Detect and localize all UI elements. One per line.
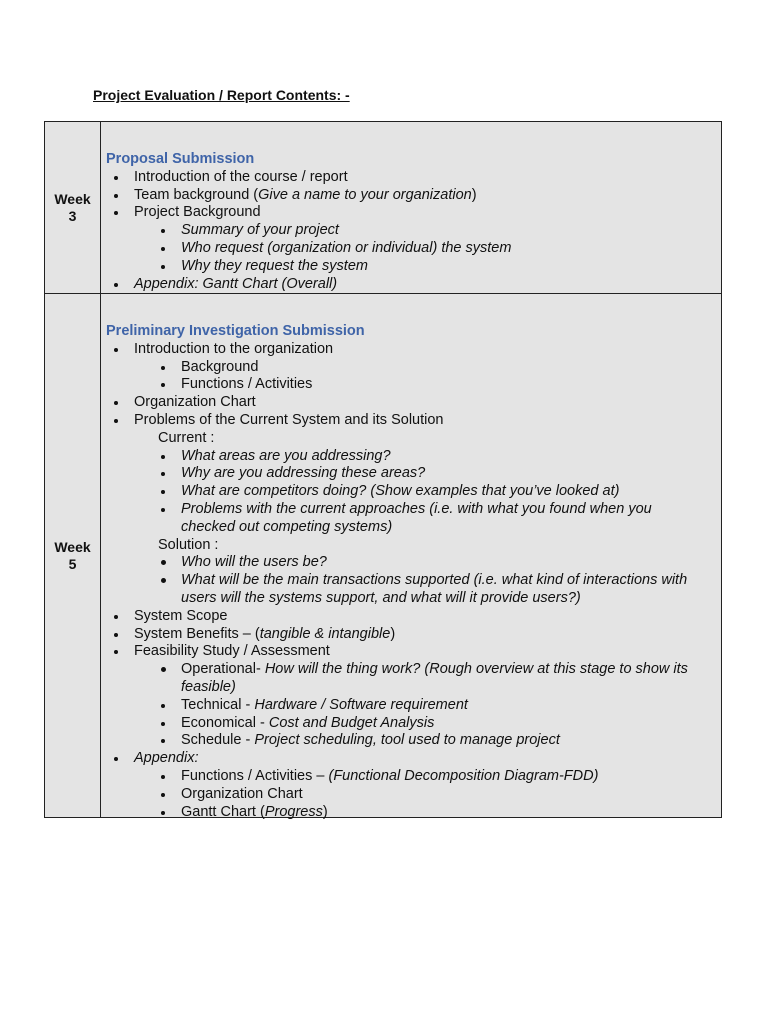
- item-label: Technical -: [181, 696, 255, 713]
- week-5-label-cell: [45, 294, 101, 818]
- sub-list-item: [106, 697, 721, 715]
- item-italic-text: Hardware / Software requirement: [254, 696, 468, 713]
- sub-list-item: [106, 804, 721, 822]
- week-label-word: Week: [54, 538, 91, 555]
- sub-list-item: Who will the users be?: [106, 554, 721, 572]
- week-number: 3: [68, 207, 77, 224]
- week-number: 5: [68, 555, 77, 572]
- week-label-word: Week: [54, 190, 91, 207]
- list-item: System Scope: [106, 608, 721, 626]
- item-text: ): [390, 625, 396, 642]
- sub-list-item: Functions / Activities: [106, 376, 721, 394]
- week-3-label-cell: [45, 122, 101, 294]
- week-3-content: [101, 122, 721, 293]
- sub-list-item: Organization Chart: [106, 786, 721, 804]
- item-label: Operational-: [181, 661, 265, 678]
- item-italic-text: Project scheduling, tool used to manage project: [254, 732, 560, 749]
- item-italic-text: Give a name to your organization: [258, 186, 472, 203]
- item-italic-text: Cost and Budget Analysis: [268, 714, 435, 731]
- sub-list-item: Summary of your project: [106, 222, 721, 240]
- sub-list-item: What will be the main transactions supported (i.e. what kind of interactions with users will the systems support, and what will it provide users?): [106, 572, 721, 608]
- item-italic-text: tangible & intangible: [259, 625, 391, 642]
- item-text: ): [322, 803, 328, 820]
- week-5-row: [45, 294, 722, 818]
- item-italic-text: (Functional Decomposition Diagram-FDD): [328, 767, 599, 784]
- item-text: Gantt Chart (: [181, 803, 265, 820]
- list-item: [106, 626, 721, 644]
- list-item: Appendix: Gantt Chart (Overall): [106, 276, 721, 294]
- sub-list-item: Why are you addressing these areas?: [106, 465, 721, 483]
- evaluation-table: [44, 121, 722, 818]
- section-heading: Preliminary Investigation Submission: [106, 323, 365, 339]
- list-item: Project Background: [106, 204, 721, 222]
- list-item: Problems of the Current System and its Solution: [106, 412, 721, 430]
- item-text: System Benefits – (: [134, 625, 260, 642]
- sub-list-item: Who request (organization or individual) the system: [106, 240, 721, 258]
- document-title: Project Evaluation / Report Contents: -: [93, 87, 350, 103]
- week-5-content-cell: [101, 294, 722, 818]
- sub-list-item: What areas are you addressing?: [106, 448, 721, 466]
- sub-list-item: What are competitors doing? (Show examples that you’ve looked at): [106, 483, 721, 501]
- list-item: Introduction of the course / report: [106, 169, 721, 187]
- sub-list-item: [106, 732, 721, 750]
- list-item: Organization Chart: [106, 394, 721, 412]
- list-item: Feasibility Study / Assessment: [106, 643, 721, 661]
- sub-list-item: Why they request the system: [106, 258, 721, 276]
- week-3-row: [45, 122, 722, 294]
- current-label: Current :: [158, 429, 215, 446]
- list-item: [106, 187, 721, 205]
- item-text: ): [471, 186, 477, 203]
- item-italic-text: How will the thing work? (Rough overview at this stage to show its feasible): [181, 661, 688, 695]
- sub-list-item: Problems with the current approaches (i.e. with what you found when you checked out competing systems): [106, 501, 721, 537]
- week-3-content-cell: [101, 122, 722, 294]
- sub-list-item: [106, 768, 721, 786]
- item-text: Team background (: [134, 186, 259, 203]
- item-italic-text: Progress: [264, 803, 323, 820]
- sub-list-item: Background: [106, 359, 721, 377]
- sub-list-item: [106, 715, 721, 733]
- section-heading: Proposal Submission: [106, 151, 255, 167]
- list-item: Introduction to the organization: [106, 341, 721, 359]
- list-item: Appendix:: [106, 750, 721, 768]
- item-label: Schedule -: [181, 732, 255, 749]
- item-label: Economical -: [181, 714, 269, 731]
- sub-list-item: [106, 661, 721, 697]
- week-5-content: [101, 294, 721, 820]
- solution-label: Solution :: [158, 536, 219, 553]
- item-label: Functions / Activities –: [181, 767, 329, 784]
